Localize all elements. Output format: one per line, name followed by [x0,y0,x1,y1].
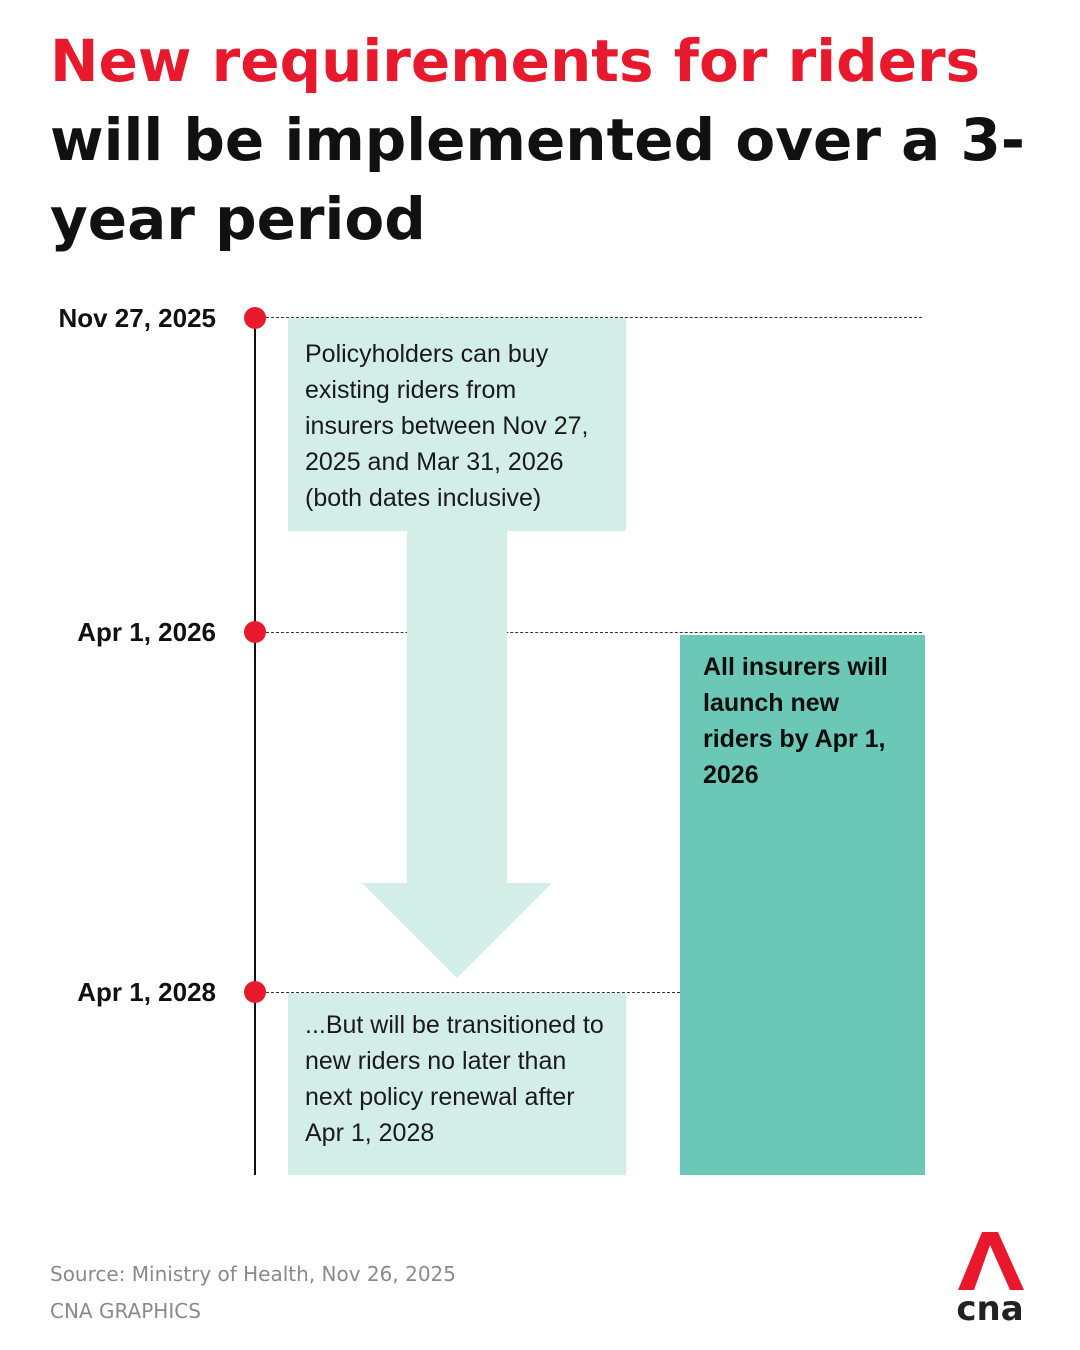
milestone-dot-apr-2026 [244,621,266,643]
timeline-axis [254,318,256,1175]
cna-logo [954,1232,1026,1324]
graphics-credit: CNA GRAPHICS [50,1299,201,1323]
milestone-dot-nov-2025 [244,307,266,329]
date-label-nov-2025: Nov 27, 2025 [58,303,216,333]
headline-accent: New requirements for riders [50,27,981,95]
new-riders-box: All insurers will launch new riders by Apr 1, 2026 [680,635,925,1175]
headline-rest: will be implemented over a 3-year period [50,106,1025,253]
down-arrow-icon [362,530,552,978]
milestone-dot-apr-2028 [244,981,266,1003]
source-note: Source: Ministry of Health, Nov 26, 2025 [50,1262,456,1286]
headline [50,22,1040,259]
date-label-apr-2028: Apr 1, 2028 [77,977,216,1007]
cna-logo-text: cna [956,1289,1024,1324]
transition-box: ...But will be transitioned to new riders no later than next policy renewal after Apr 1, 2028 [288,993,626,1175]
existing-riders-box: Policyholders can buy existing riders from insurers between Nov 27, 2025 and Mar 31, 2026 (both dates inclusive) [288,318,626,531]
date-label-apr-2026: Apr 1, 2026 [77,617,216,647]
